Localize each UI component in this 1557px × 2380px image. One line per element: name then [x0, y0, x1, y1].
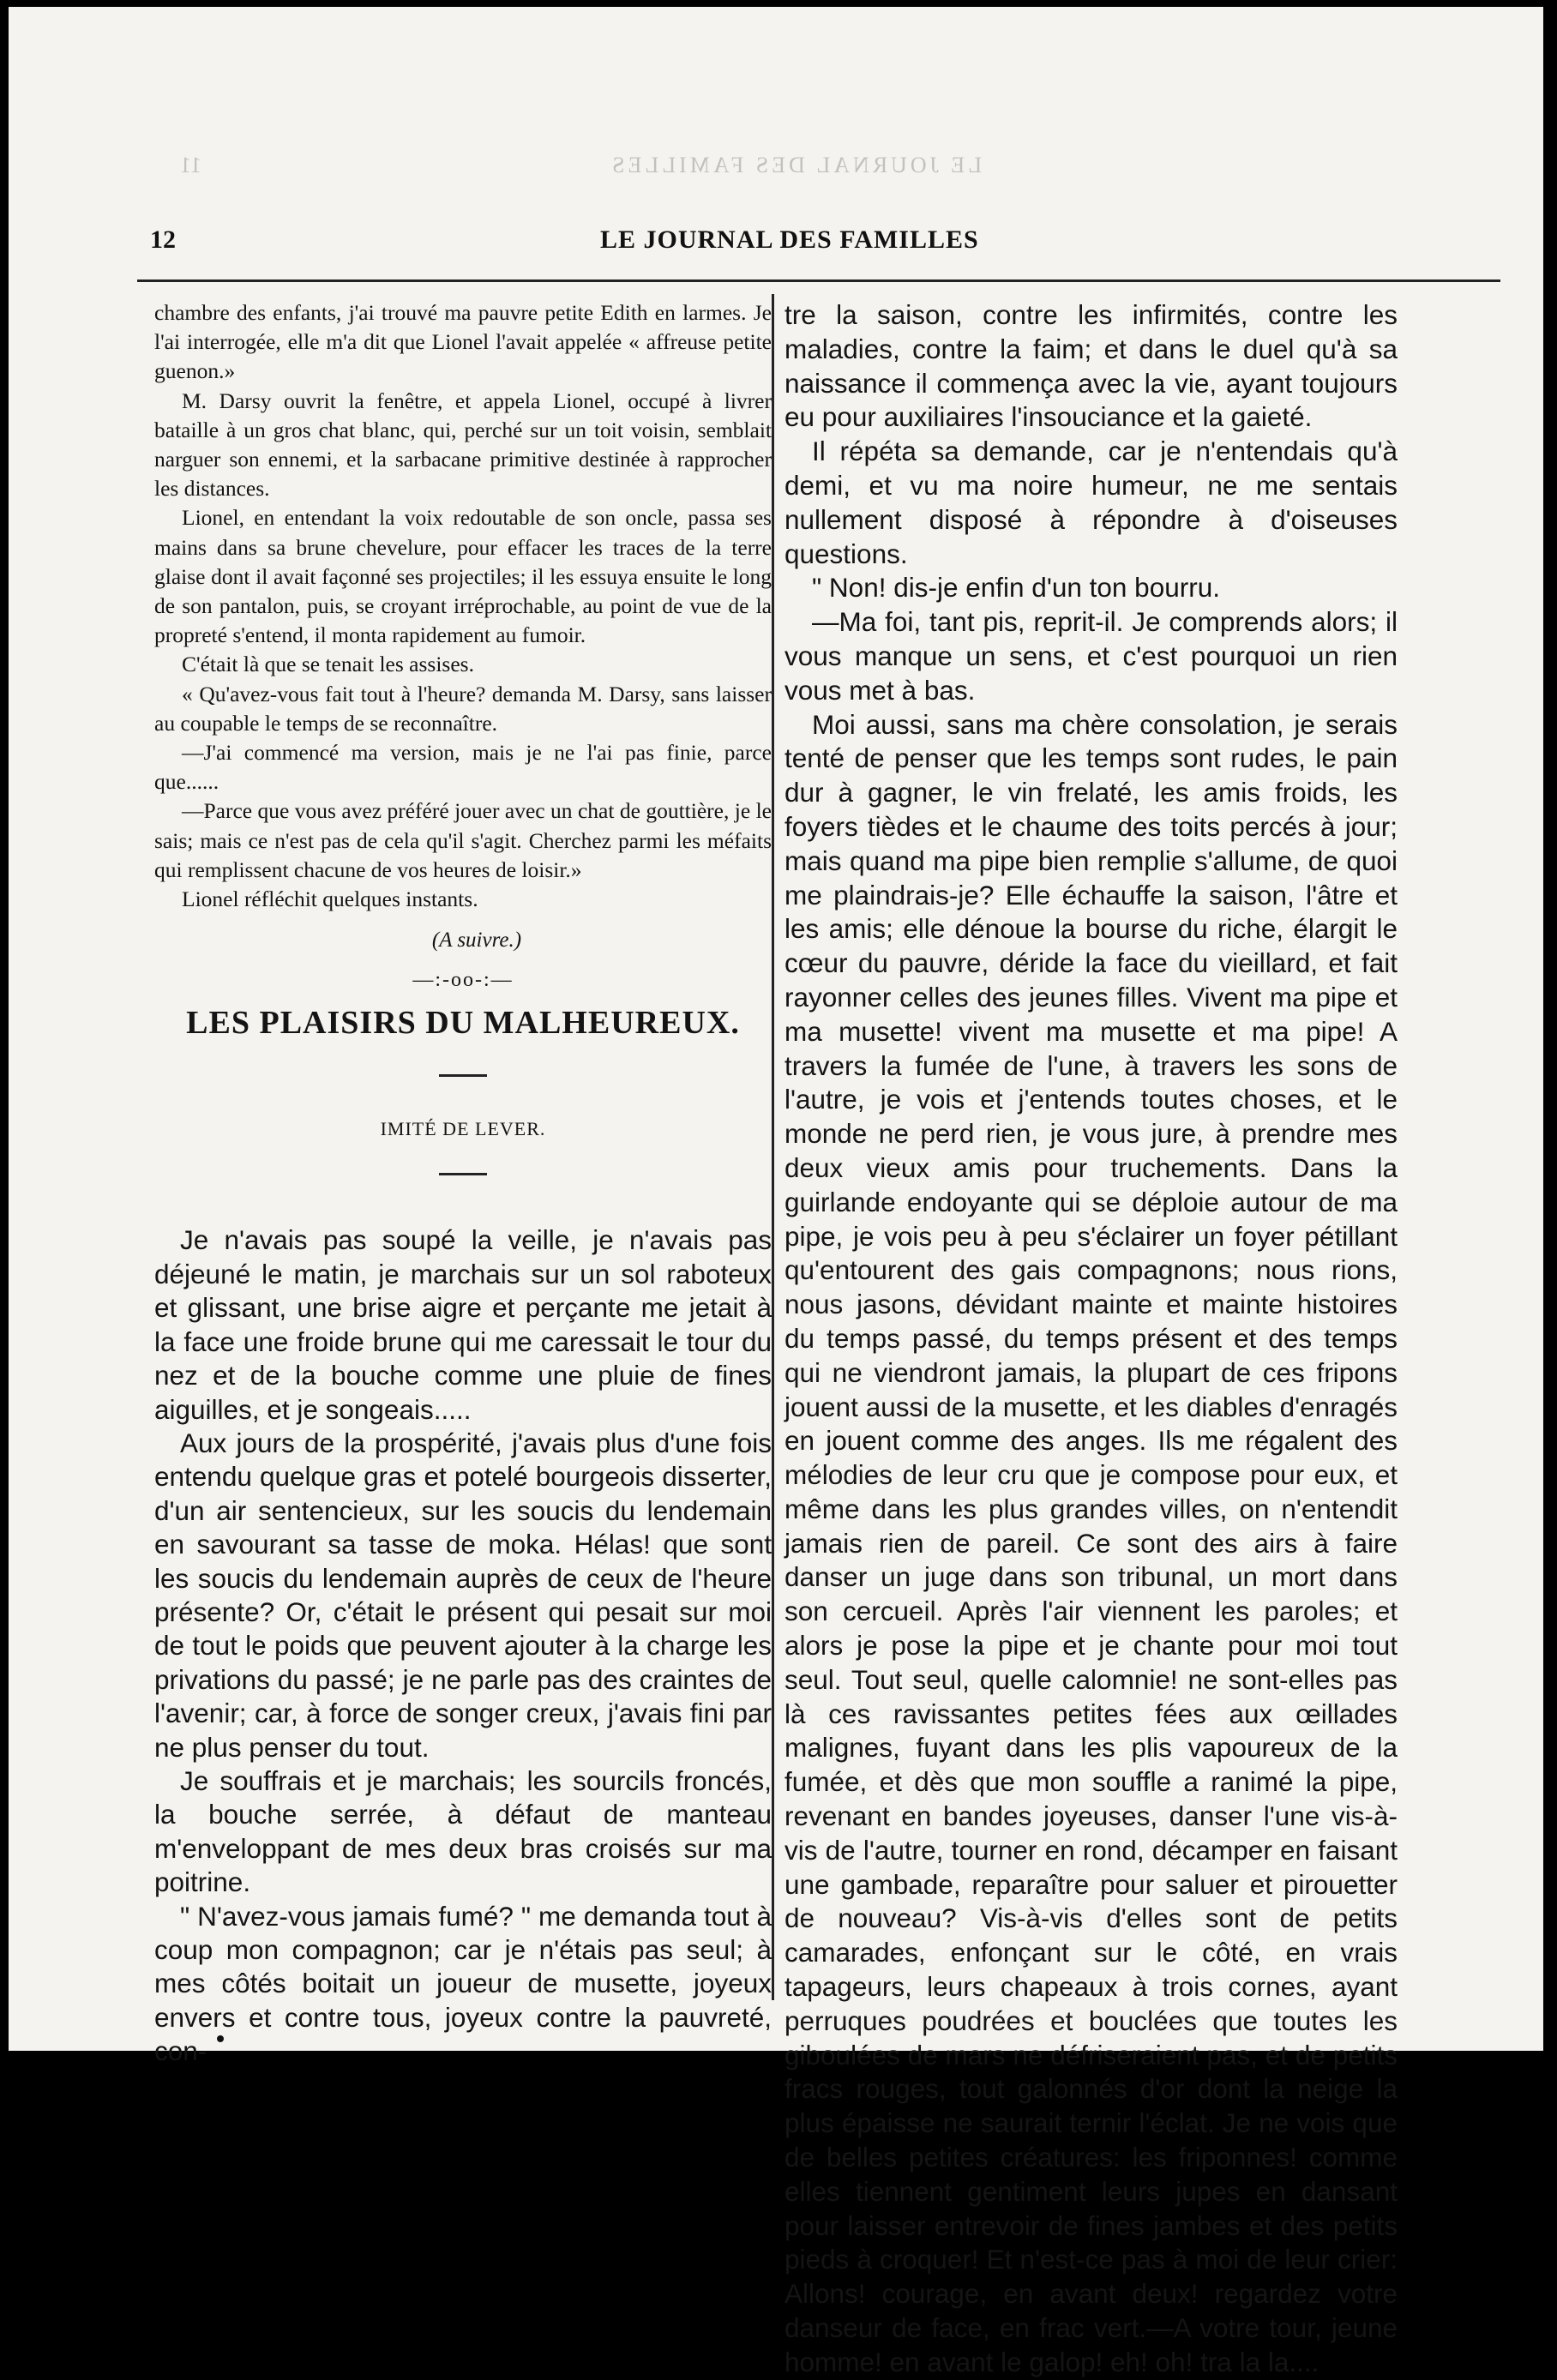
newspaper-page	[9, 7, 1543, 2377]
paragraph: " Non! dis-je enfin d'un ton bourru.	[812, 572, 1220, 604]
serial-continuation	[154, 298, 772, 955]
bleedthrough-page-number: 11	[180, 153, 202, 177]
article-title: LES PLAISIRS DU MALHEUREUX.	[186, 1005, 740, 1042]
paragraph: —Ma foi, tant pis, reprit-il. Je comprends alors; il vous manque un sens, et c'est pourquoi un rien vous met à bas.	[785, 606, 1398, 706]
paragraph: —J'ai commencé ma version, mais je ne l'ai pas finie, parce que......	[154, 740, 772, 795]
running-title: LE JOURNAL DES FAMILLES	[600, 225, 979, 254]
paragraph: chambre des enfants, j'ai trouvé ma pauvre petite Edith en larmes. Je l'ai interrogée, elle m'a dit que Lionel l'avait appelée « affreuse petite guenon.»	[154, 300, 772, 384]
paragraph: tre la saison, contre les infirmités, contre les maladies, contre la faim; et dans le duel qu'à sa naissance il commença avec la vie, ayant toujours eu pour auxiliaires l'insouciance et la gaieté.	[785, 299, 1398, 433]
paragraph: Il répéta sa demande, car je n'entendais qu'à demi, et vu ma noire humeur, ne me sentais nullement disposé à répondre à d'oiseuses questions.	[785, 436, 1398, 569]
bleedthrough-header: LE JOURNAL DES FAMILLES	[609, 153, 983, 177]
header-rule	[137, 279, 1500, 282]
paragraph: " N'avez-vous jamais fumé? " me demanda tout à coup mon compagnon; car je n'étais pas seul; à mes côtés boitait un joueur de musette, joyeux envers et contre tous, joyeux contre la pauvreté, con-	[154, 1900, 772, 2067]
paragraph: « Qu'avez-vous fait tout à l'heure? demanda M. Darsy, sans laisser au coupable le temps de se reconnaître.	[154, 681, 772, 736]
paragraph: Lionel, en entendant la voix redoutable de son oncle, passa ses mains dans sa brune chevelure, pour effacer les traces de la terre glaise dont il avait façonné ses projectiles; il les essuya ensuite le long de son pantalon, puis, se croyant irréprochable, au point de vue de la propreté s'entend, il monta rapidement au fumoir.	[154, 505, 772, 648]
article-subtitle: IMITÉ DE LEVER.	[380, 1118, 546, 1140]
column-rule	[772, 294, 774, 2000]
right-column	[785, 298, 1398, 2380]
ink-speck	[217, 2035, 224, 2042]
paragraph: Je souffrais et je marchais; les sourcils froncés, la bouche serrée, à défaut de manteau m'enveloppant de mes deux bras croisés sur ma poitrine.	[154, 1764, 772, 1898]
paragraph: C'était là que se tenait les assises.	[182, 652, 474, 677]
subtitle-rule	[439, 1173, 487, 1175]
to-be-continued: (A suivre.)	[431, 929, 522, 953]
article-body	[154, 1223, 772, 2068]
paragraph: Lionel réfléchit quelques instants.	[182, 886, 478, 912]
section-divider: —:-oo-:—	[412, 969, 514, 992]
paragraph: Je n'avais pas soupé la veille, je n'avais pas déjeuné le matin, je marchais sur un sol raboteux et glissant, une brise aigre et perçante me jetait à la face une froide brune qui me caressait le tour du nez et de la bouche comme une pluie de fines aiguilles, et je songeais.....	[154, 1224, 772, 1425]
paragraph: —Parce que vous avez préféré jouer avec un chat de gouttière, je le sais; mais ce n'est pas de cela qu'il s'agit. Cherchez parmi les méfaits qui remplissent chacune de vos heures de loisir.»	[154, 798, 772, 882]
page-header	[150, 225, 1492, 260]
paragraph: Moi aussi, sans ma chère consolation, je serais tenté de penser que les temps sont rudes, le pain dur à gagner, le vin frelaté, les amis froids, les foyers tièdes et le chaume des toits percés à jour; mais quand ma pipe bien remplie s'allume, de quoi me plaindrais-je? Elle échauffe la saison, l'âtre et les amis; elle dénoue la bourse du riche, élargit le cœur du pauvre, déride la face du vieillard, et fait rayonner celles des jeunes filles. Vivent ma pipe et ma musette! vivent ma musette et ma pipe! A travers la fumée de l'une, à travers les sons de l'autre, je vois et j'entends toutes choses, et le monde ne perd rien, je vous jure, à prendre mes deux vieux amis pour truchements. Dans la guirlande endoyante qui se déploie autour de ma pipe, je vois peu à peu s'éclairer un foyer pétillant qu'entourent des gais compagnons; nous rions, nous jasons, dévidant mainte et mainte histoires du temps passé, du temps présent et des temps qui ne viendront jamais, la plupart de ces fripons jouent aussi de la musette, et les diables d'enragés en jouent comme des anges. Ils me régalent des mélodies de leur cru que je compose pour eux, et même dans les plus grandes villes, on n'entendit jamais rien de pareil. Ce sont des airs à faire danser un juge dans son tribunal, un mort dans son cercueil. Après l'air viennent les paroles; et alors je pose la pipe et je chante pour moi tout seul. Tout seul, quelle calomnie! ne sont-elles pas là ces ravissantes petites fées aux œillades malignes, fuyant dans les plis vapoureux de la fumée, et dès que mon souffle a ranimé la pipe, revenant en bandes joyeuses, danser l'une vis-à-vis de l'autre, tourner en rond, décamper en faisant une gambade, reparaître pour saluer et pirouetter de nouveau? Vis-à-vis d'elles sont de petits camarades, enfonçant sur le côté, en vrais tapageurs, leurs chapeaux à trois cornes, ayant perruques poudrées et bouclées que toutes les giboulées de mars ne défriseraient pas, et de petits fracs rouges, tout galonnés d'or dont la neige la plus épaisse ne saurait ternir l'éclat. Je ne vois que de belles petites créatures: les friponnes! comme elles tiennent gentiment leurs jupes en dansant pour laisser entrevoir de fines jambes et des petits pieds à croquer! Et n'est-ce pas à moi de leur crier: Allons! courage, en avant deux! regardez votre danseur de face, en frac vert.—A votre tour, jeune homme! en avant le galop! eh! oh! tra la la....	[785, 708, 1398, 2377]
paragraph: M. Darsy ouvrit la fenêtre, et appela Lionel, occupé à livrer bataille à un gros chat blanc, qui, perché sur un toit voisin, semblait narguer son ennemi, et la sarbacane primitive destinée à rapprocher les distances.	[154, 388, 772, 502]
paragraph: Aux jours de la prospérité, j'avais plus d'une fois entendu quelque gras et potelé bourgeois disserter, d'un air sentencieux, sur les soucis du lendemain en savourant sa tasse de moka. Hélas! que sont les soucis du lendemain auprès de ceux de l'heure présente? Or, c'était le présent qui pesait sur moi de tout le poids que peuvent ajouter à la charge les privations du passé; je ne parle pas des craintes de l'avenir; car, à force de songer creux, j'avais fini par ne plus penser du tout.	[154, 1427, 772, 1763]
title-rule	[439, 1074, 487, 1077]
page-number: 12	[150, 225, 176, 254]
left-column	[154, 298, 772, 2069]
